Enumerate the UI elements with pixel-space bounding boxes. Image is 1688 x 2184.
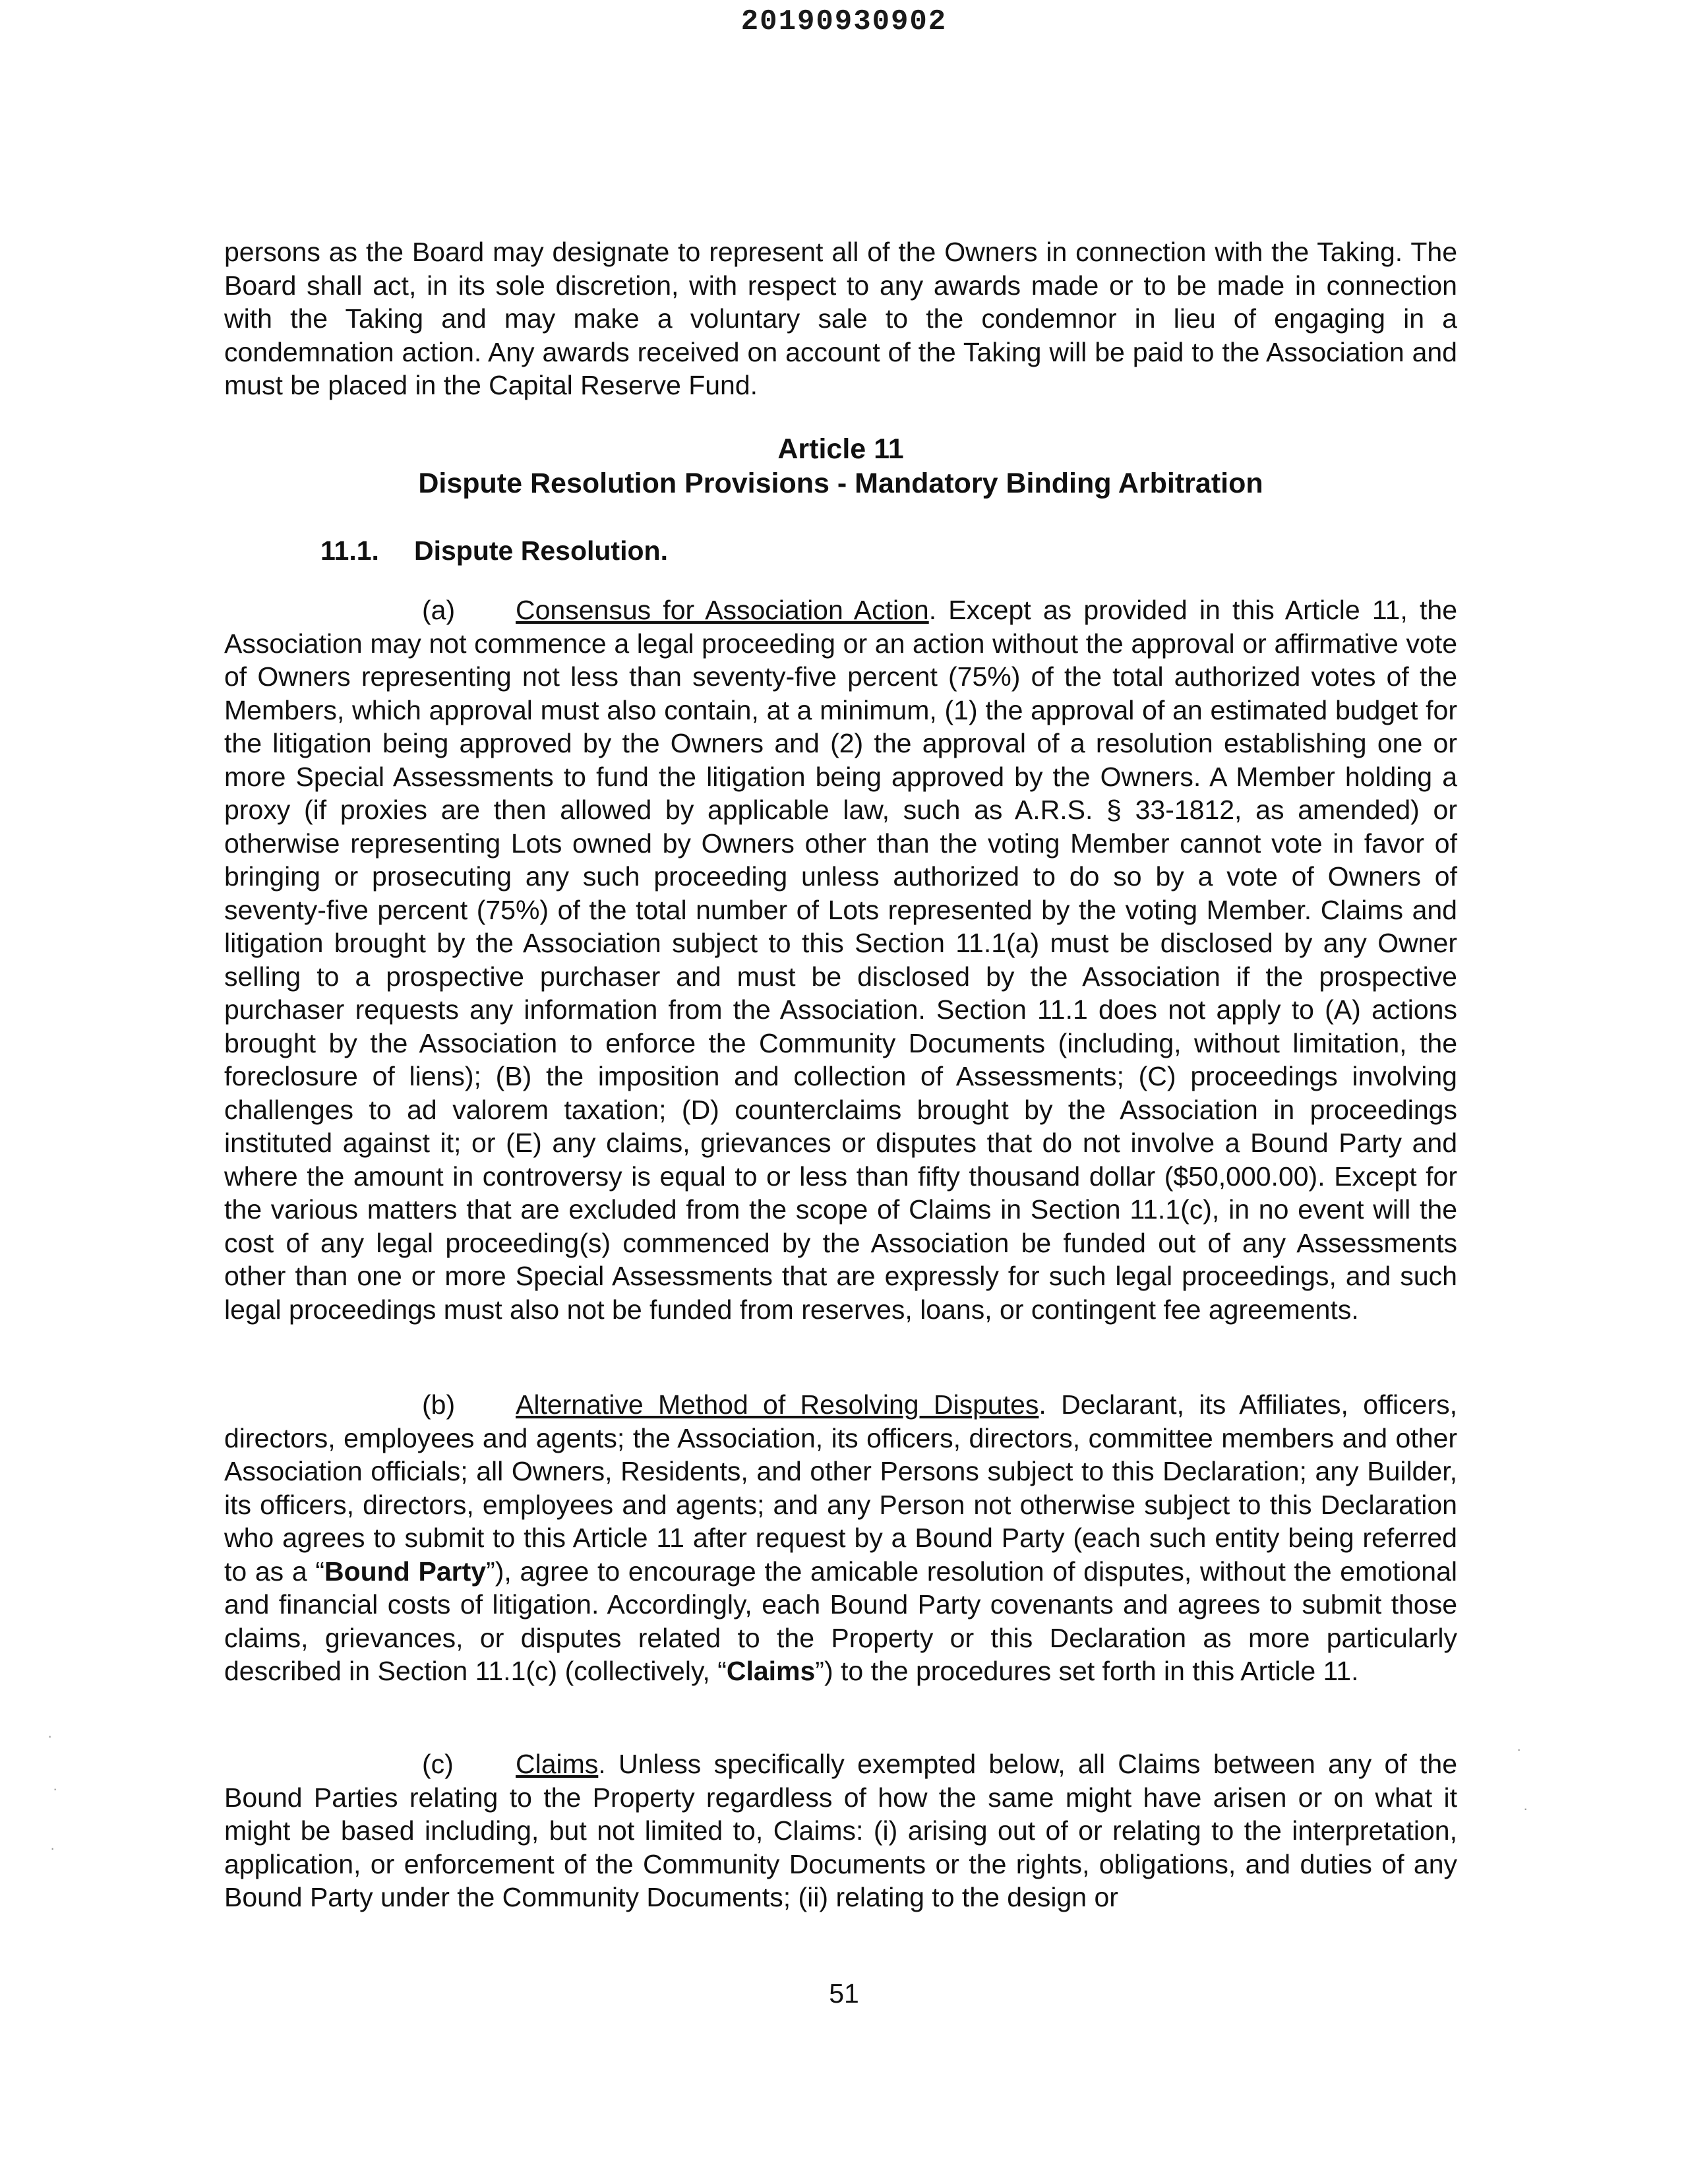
subsection-a [224, 593, 1457, 1326]
subsection-c-heading: Claims [516, 1749, 599, 1779]
subsection-a-label: (a) [422, 595, 456, 625]
subsection-a-heading: Consensus for Association Action [516, 595, 929, 625]
section-heading [320, 534, 668, 567]
recording-number: 20190930902 [740, 5, 948, 38]
scan-speck: · [1517, 1741, 1522, 1757]
scan-speck: · [1523, 1800, 1528, 1817]
article-title: Article 11 [777, 433, 904, 465]
intro-paragraph: persons as the Board may designate to represent all of the Owners in connection with the Taking. The Board shall act, in its sole discretion, with respect to any awards made or to be made in connection with the Taking and may make a voluntary sale to the condemnor in lieu of engaging in a condemnation action. Any awards received on account of the Taking will be paid to the Association and must be placed in the Capital Reserve Fund. [224, 237, 1457, 400]
page-number: 51 [829, 1978, 859, 2009]
subsection-b-body-2: ”), agree to encourage the amicable resolution of disputes, without the emotional and financial costs of litigation. Accordingly, each Bound Party covenants and agrees to submit those claims, grievances, or disputes related to the Property or this Declaration as more particularly described in Section 11.1(c) (collectively, “ [224, 1556, 1457, 1686]
subsection-b-label: (b) [422, 1389, 456, 1420]
subsection-c-body: . Unless specifically exempted below, all Claims between any of the Bound Parties relating to the Property regardless of how the same might have arisen or on what it might be based including, but not limited to, Claims: (i) arising out of or relating to the interpretation, application, or enforcement of the Community Documents or the rights, obligations, and duties of any Bound Party under the Community Documents; (ii) relating to the design or [224, 1749, 1457, 1912]
scan-speck: · [50, 1840, 55, 1856]
article-subtitle: Dispute Resolution Provisions - Mandatory Binding Arbitration [418, 468, 1263, 499]
section-number: 11.1. [320, 535, 379, 566]
subsection-a-body: . Except as provided in this Article 11, the Association may not commence a legal proceeding or an action without the approval or affirmative vote of Owners representing not less than seventy-five percent (75%) of the total authorized votes of the Members, which approval must also contain, at a minimum, (1) the approval of an estimated budget for the litigation being approved by the Owners and (2) the approval of a resolution establishing one or more Special Assessments to fund the litigation being approved by the Owners. A Member holding a proxy (if proxies are then allowed by applicable law, such as A.R.S. § 33-1812, as amended) or otherwise representing Lots owned by Owners other than the voting Member cannot vote in favor of bringing or prosecuting any such proceeding unless authorized to do so by a vote of Owners of seventy-five percent (75%) of the total number of Lots represented by the voting Member. Claims and litigation brought by the Association subject to this Section 11.1(a) must be disclosed by any Owner selling to a prospective purchaser and must be disclosed by the Association if the prospective purchaser requests any information from the Association. Section 11.1 does not apply to (A) actions brought by the Association to enforce the Community Documents (including, without limitation, the foreclosure of liens); (B) the imposition and collection of Assessments; (C) proceedings involving challenges to ad valorem taxation; (D) counterclaims brought by the Association in proceedings instituted against it; or (E) any claims, grievances or disputes that do not involve a Bound Party and where the amount in controversy is equal to or less than fifty thousand dollar ($50,000.00). Except for the various matters that are excluded from the scope of Claims in Section 11.1(c), in no event will the cost of any legal proceeding(s) commenced by the Association be funded out of any Assessments other than one or more Special Assessments that are expressly for such legal proceedings, and such legal proceedings must also not be funded from reserves, loans, or contingent fee agreements. [224, 595, 1458, 1325]
section-title: Dispute Resolution. [414, 535, 668, 566]
scan-speck: · [53, 1780, 58, 1797]
subsection-b-body-3: ”) to the procedures set forth in this Article 11. [815, 1656, 1359, 1686]
scan-speck: · [47, 1728, 53, 1744]
subsection-b-heading: Alternative Method of Resolving Disputes [516, 1389, 1039, 1420]
subsection-b-body-1: . Declarant, its Affiliates, officers, directors, employees and agents; the Association, its officers, directors, committee members and other Association officials; all Owners, Residents, and other Persons subject to this Declaration; any Builder, its officers, directors, employees and agents; and any Person not otherwise subject to this Declaration who agrees to submit to this Article 11 after request by a Bound Party (each such entity being referred to as a “ [224, 1389, 1457, 1587]
subsection-c-label: (c) [422, 1749, 454, 1779]
bound-party-term: Bound Party [324, 1556, 487, 1587]
subsection-b [224, 1388, 1457, 1688]
claims-term: Claims [726, 1656, 816, 1686]
subsection-c [224, 1747, 1457, 1914]
